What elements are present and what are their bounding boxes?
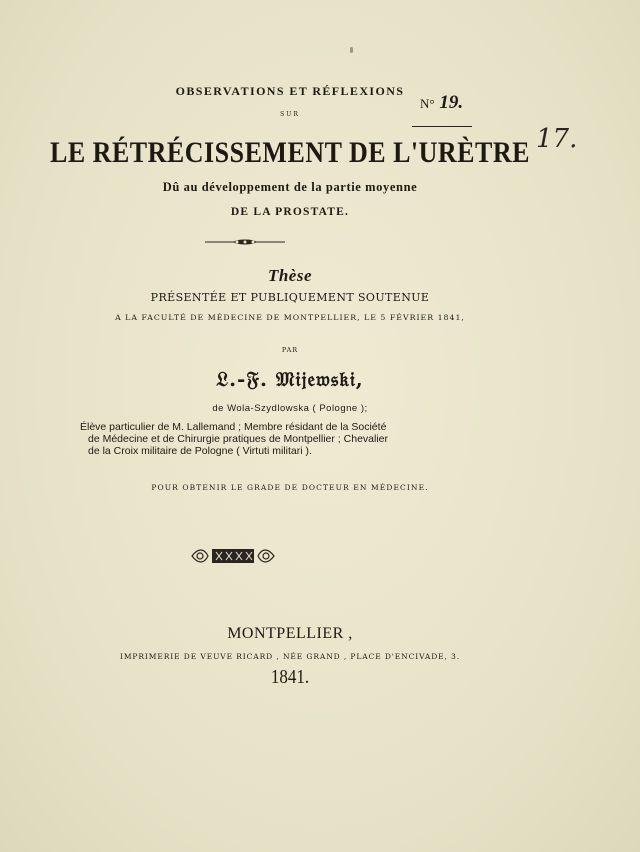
- these-label: Thèse: [267, 266, 313, 285]
- number-prefix: N°: [420, 96, 435, 111]
- heading-observations: OBSERVATIONS ET RÉFLEXIONS: [175, 84, 405, 98]
- ornamental-rule: [205, 238, 285, 246]
- imprint-year: 1841.: [270, 665, 310, 688]
- number-underline: [412, 126, 472, 127]
- author-origin: de Wola-Szydlowska ( Pologne );: [212, 403, 368, 414]
- par-label: PAR: [281, 346, 299, 354]
- imprint-printer: IMPRIMERIE DE VEUVE RICARD , NÉE GRAND , PLACE D'ENCIVADE, 3.: [119, 652, 461, 661]
- heading-sur: SUR: [280, 111, 300, 118]
- catalog-number: [420, 92, 463, 114]
- purpose-line: POUR OBTENIR LE GRADE DE DOCTEUR EN MÉDECINE.: [151, 483, 429, 492]
- decorative-ornament: [190, 545, 276, 567]
- ink-spot: [350, 47, 353, 53]
- main-title: LE RÉTRÉCISSEMENT DE L'URÈTRE: [50, 135, 530, 170]
- bio-line-1: Élève particulier de M. Lallemand ; Membre résidant de la Société: [80, 421, 387, 433]
- handwritten-number: 17.: [536, 124, 578, 154]
- author-name: 𝔏.-𝔉. 𝔐𝔦𝔧𝔢𝔴𝔰𝔨𝔦,: [216, 367, 364, 391]
- author-bio: [80, 421, 500, 457]
- subtitle-line-2: DE LA PROSTATE.: [230, 206, 350, 218]
- imprint-city: MONTPELLIER ,: [227, 625, 353, 642]
- bio-line-2: de Médecine et de Chirurgie pratiques de Montpellier ; Chevalier: [88, 433, 388, 445]
- number-value: 19.: [439, 92, 464, 113]
- presented-line: PRÉSENTÉE ET PUBLIQUEMENT SOUTENUE: [150, 291, 430, 304]
- faculty-line: A LA FACULTÉ DE MÉDECINE DE MONTPELLIER, LE 5 FÉVRIER 1841,: [115, 313, 465, 322]
- bio-line-3: de la Croix militaire de Pologne ( Virtuti militari ).: [88, 445, 312, 457]
- subtitle-line-1: Dû au développement de la partie moyenne: [162, 180, 418, 194]
